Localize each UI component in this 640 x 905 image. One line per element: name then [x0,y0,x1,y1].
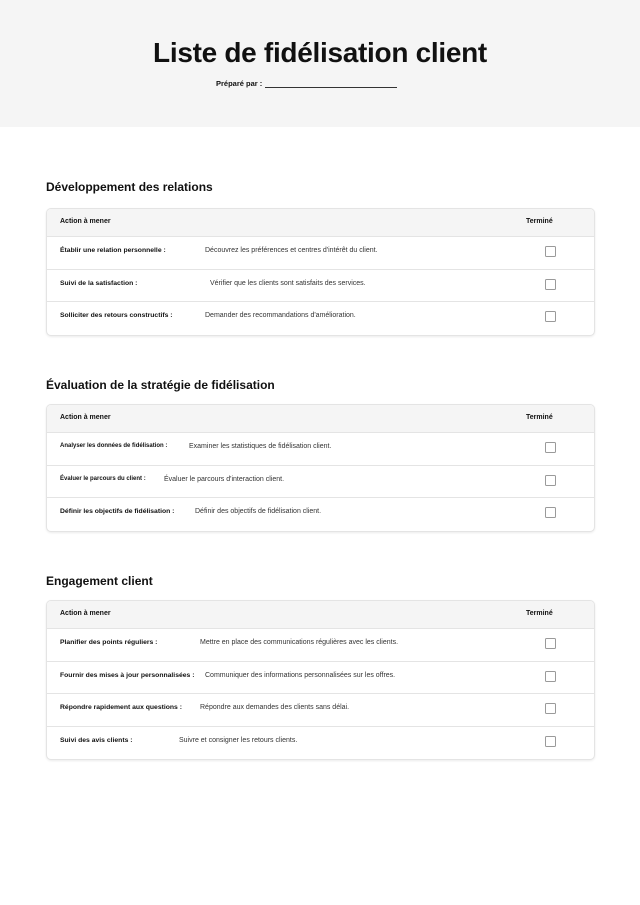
column-header-action: Action à mener [60,218,111,225]
action-description: Suivre et consigner les retours clients. [179,736,298,744]
column-header-done: Terminé [526,218,553,225]
table-row [47,662,594,695]
table-row [47,302,594,335]
done-checkbox[interactable] [545,736,556,747]
table-header [47,405,594,433]
checklist-table-engagement [46,600,595,760]
action-label: Analyser les données de fidélisation : [60,443,168,449]
table-row [47,466,594,499]
table-row [47,694,594,727]
action-description: Répondre aux demandes des clients sans délai. [200,704,350,711]
prepared-by [216,79,397,88]
table-row [47,237,594,270]
done-checkbox[interactable] [545,311,556,322]
prepared-by-field[interactable] [265,80,397,88]
column-header-action: Action à mener [60,414,111,421]
action-description: Examiner les statistiques de fidélisation client. [189,443,332,450]
action-label: Solliciter des retours constructifs : [60,312,173,319]
done-checkbox[interactable] [545,442,556,453]
action-label: Définir les objectifs de fidélisation : [60,508,175,515]
column-header-action: Action à mener [60,610,111,617]
done-checkbox[interactable] [545,279,556,290]
action-label: Suivi des avis clients : [60,736,133,744]
page-header [0,0,640,127]
action-description: Évaluer le parcours d'interaction client. [164,475,285,483]
page-title: Liste de fidélisation client [153,37,487,68]
table-row [47,498,594,531]
action-label: Évaluer le parcours du client : [60,475,146,482]
table-header [47,209,594,237]
column-header-done: Terminé [526,610,553,617]
action-label: Fournir des mises à jour personnalisées : [60,671,195,679]
action-description: Mettre en place des communications régulières avec les clients. [200,639,399,646]
action-label: Répondre rapidement aux questions : [60,704,182,711]
done-checkbox[interactable] [545,638,556,649]
prepared-by-label: Préparé par : [216,79,263,88]
action-description: Définir des objectifs de fidélisation client. [195,508,322,515]
action-description: Demander des recommandations d'amélioration. [205,312,356,319]
action-description: Découvrez les préférences et centres d'intérêt du client. [205,247,378,254]
checklist-table-strategy [46,404,595,532]
action-description: Vérifier que les clients sont satisfaits des services. [210,279,366,287]
table-header [47,601,594,629]
action-description: Communiquer des informations personnalisées sur les offres. [205,671,396,679]
done-checkbox[interactable] [545,671,556,682]
done-checkbox[interactable] [545,703,556,714]
action-label: Planifier des points réguliers : [60,639,158,646]
table-row [47,727,594,760]
section-title-relations: Développement des relations [46,180,213,194]
done-checkbox[interactable] [545,475,556,486]
action-label: Établir une relation personnelle : [60,247,166,254]
checklist-table-relations [46,208,595,336]
done-checkbox[interactable] [545,246,556,257]
table-row [47,433,594,466]
section-title-engagement: Engagement client [46,574,153,588]
column-header-done: Terminé [526,414,553,421]
done-checkbox[interactable] [545,507,556,518]
section-title-strategy: Évaluation de la stratégie de fidélisation [46,378,275,392]
action-label: Suivi de la satisfaction : [60,279,138,287]
table-row [47,629,594,662]
table-row [47,270,594,303]
